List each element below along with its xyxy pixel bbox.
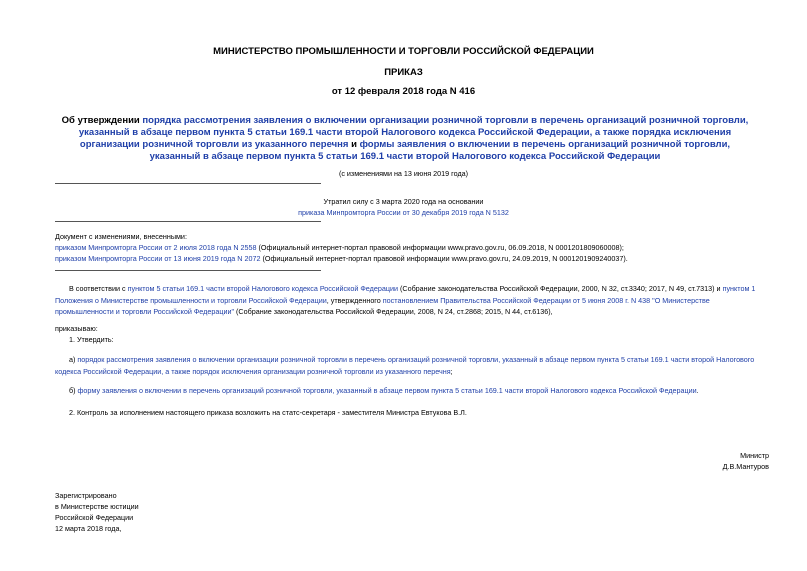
registration-line: Зарегистрировано — [55, 491, 117, 500]
title-middle: и — [348, 139, 360, 150]
basis-text: (Собрание законодательства Российской Федерации, 2008, N 24, ст.2868; 2015, N 44, ст.6136), — [234, 307, 553, 316]
signature-role: Министр — [740, 451, 769, 460]
title-link-procedure[interactable]: порядка рассмотрения заявления о включении организации розничной торговли в перечень организаций розничной торговли, указанный в абзаце первом пункта 5 статьи 169.1 части второй Налогового кодекса Российской Федерации, а также порядка исключения организации розничной торговли из указанного перечня — [78, 115, 749, 150]
change-source: (Официальный интернет-портал правовой информации www.pravo.gov.ru, 06.09.2018, N 0001201809060008); — [256, 243, 624, 252]
government-decree-link[interactable]: постановлением Правительства Российской Федерации от 5 июня 2008 г. N 438 "О Министерстве промышленности и торговли Российской Федерации" — [55, 295, 710, 316]
amendment-note: (с изменениями на 13 июня 2019 года) — [338, 169, 469, 178]
item-b — [69, 385, 699, 396]
change-order-link[interactable]: приказом Минпромторга России от 2 июля 2018 года N 2558 — [55, 243, 257, 252]
changes-item — [55, 242, 624, 253]
change-source: (Официальный интернет-портал правовой информации www.pravo.gov.ru, 24.09.2019, N 0001201909240037). — [260, 254, 628, 263]
registration-date: 12 марта 2018 года, — [55, 524, 122, 533]
title-prefix: Об утверждении — [61, 115, 143, 126]
item-b-suffix: . — [696, 386, 699, 395]
item-a-suffix: ; — [450, 366, 453, 376]
regulation-link[interactable]: пунктом 1 Положения о Министерстве промышленности и торговли Российской Федерации — [55, 284, 756, 305]
ministry-heading: МИНИСТЕРСТВО ПРОМЫШЛЕННОСТИ И ТОРГОВЛИ РОССИЙСКОЙ ФЕДЕРАЦИИ — [213, 46, 594, 57]
item-2: 2. Контроль за исполнением настоящего приказа возложить на статс-секретаря - заместителя Министра Евтукова В.Л. — [69, 408, 467, 417]
expired-text: Утратил силу с 3 марта 2020 года на основании — [323, 197, 484, 206]
expired-order-link[interactable]: приказа Минпромторга России от 30 декабря 2019 года N 5132 — [298, 208, 509, 217]
expired-link-line — [0, 207, 807, 218]
basis-text: , утвержденного — [326, 295, 383, 305]
order-word: приказываю: — [55, 324, 98, 333]
changes-heading: Документ с изменениями, внесенными: — [55, 232, 187, 241]
item-1: 1. Утвердить: — [69, 335, 114, 344]
registration-line: Российской Федерации — [55, 513, 134, 522]
divider — [55, 183, 321, 184]
document-date: от 12 февраля 2018 года N 416 — [331, 86, 476, 97]
changes-item — [55, 253, 628, 264]
title-link-form[interactable]: формы заявления о включении в перечень организаций розничной торговли, указанный в абзаце первом пункта 5 статьи 169.1 части второй Налогового кодекса Российской Федерации — [149, 139, 731, 162]
document-type: ПРИКАЗ — [384, 67, 423, 78]
tax-code-link[interactable]: пунктом 5 статьи 169.1 части второй Налогового кодекса Российской Федерации — [127, 284, 398, 293]
form-link[interactable]: форму заявления о включении в перечень организаций розничной торговли, указанный в абзаце первом пункта 5 статьи 169.1 части второй Налогового кодекса Российской Федерации — [77, 386, 697, 395]
signature-name: Д.В.Мантуров — [722, 462, 769, 471]
procedure-link[interactable]: порядок рассмотрения заявления о включении организации розничной торговли в перечень организаций розничной торговли, указанный в абзаце первом пункта 5 статьи 169.1 части второй Налогового кодекса Российской Федерации, а также порядок исключения организации розничной торговли из указанного перечня — [55, 355, 755, 376]
registration-line: в Министерстве юстиции — [55, 502, 139, 511]
change-order-link[interactable]: приказом Минпромторга России от 13 июня 2019 года N 2072 — [55, 254, 261, 263]
basis-text: В соответствии с — [69, 284, 128, 293]
document-title — [55, 115, 755, 163]
item-a-prefix: а) — [69, 355, 78, 364]
divider — [55, 221, 321, 222]
item-a — [55, 354, 769, 377]
divider — [55, 270, 321, 271]
basis-paragraph — [55, 283, 769, 318]
item-b-prefix: б) — [69, 386, 78, 395]
basis-text: (Собрание законодательства Российской Федерации, 2000, N 32, ст.3340; 2017, N 49, ст.7313) и — [397, 284, 723, 293]
